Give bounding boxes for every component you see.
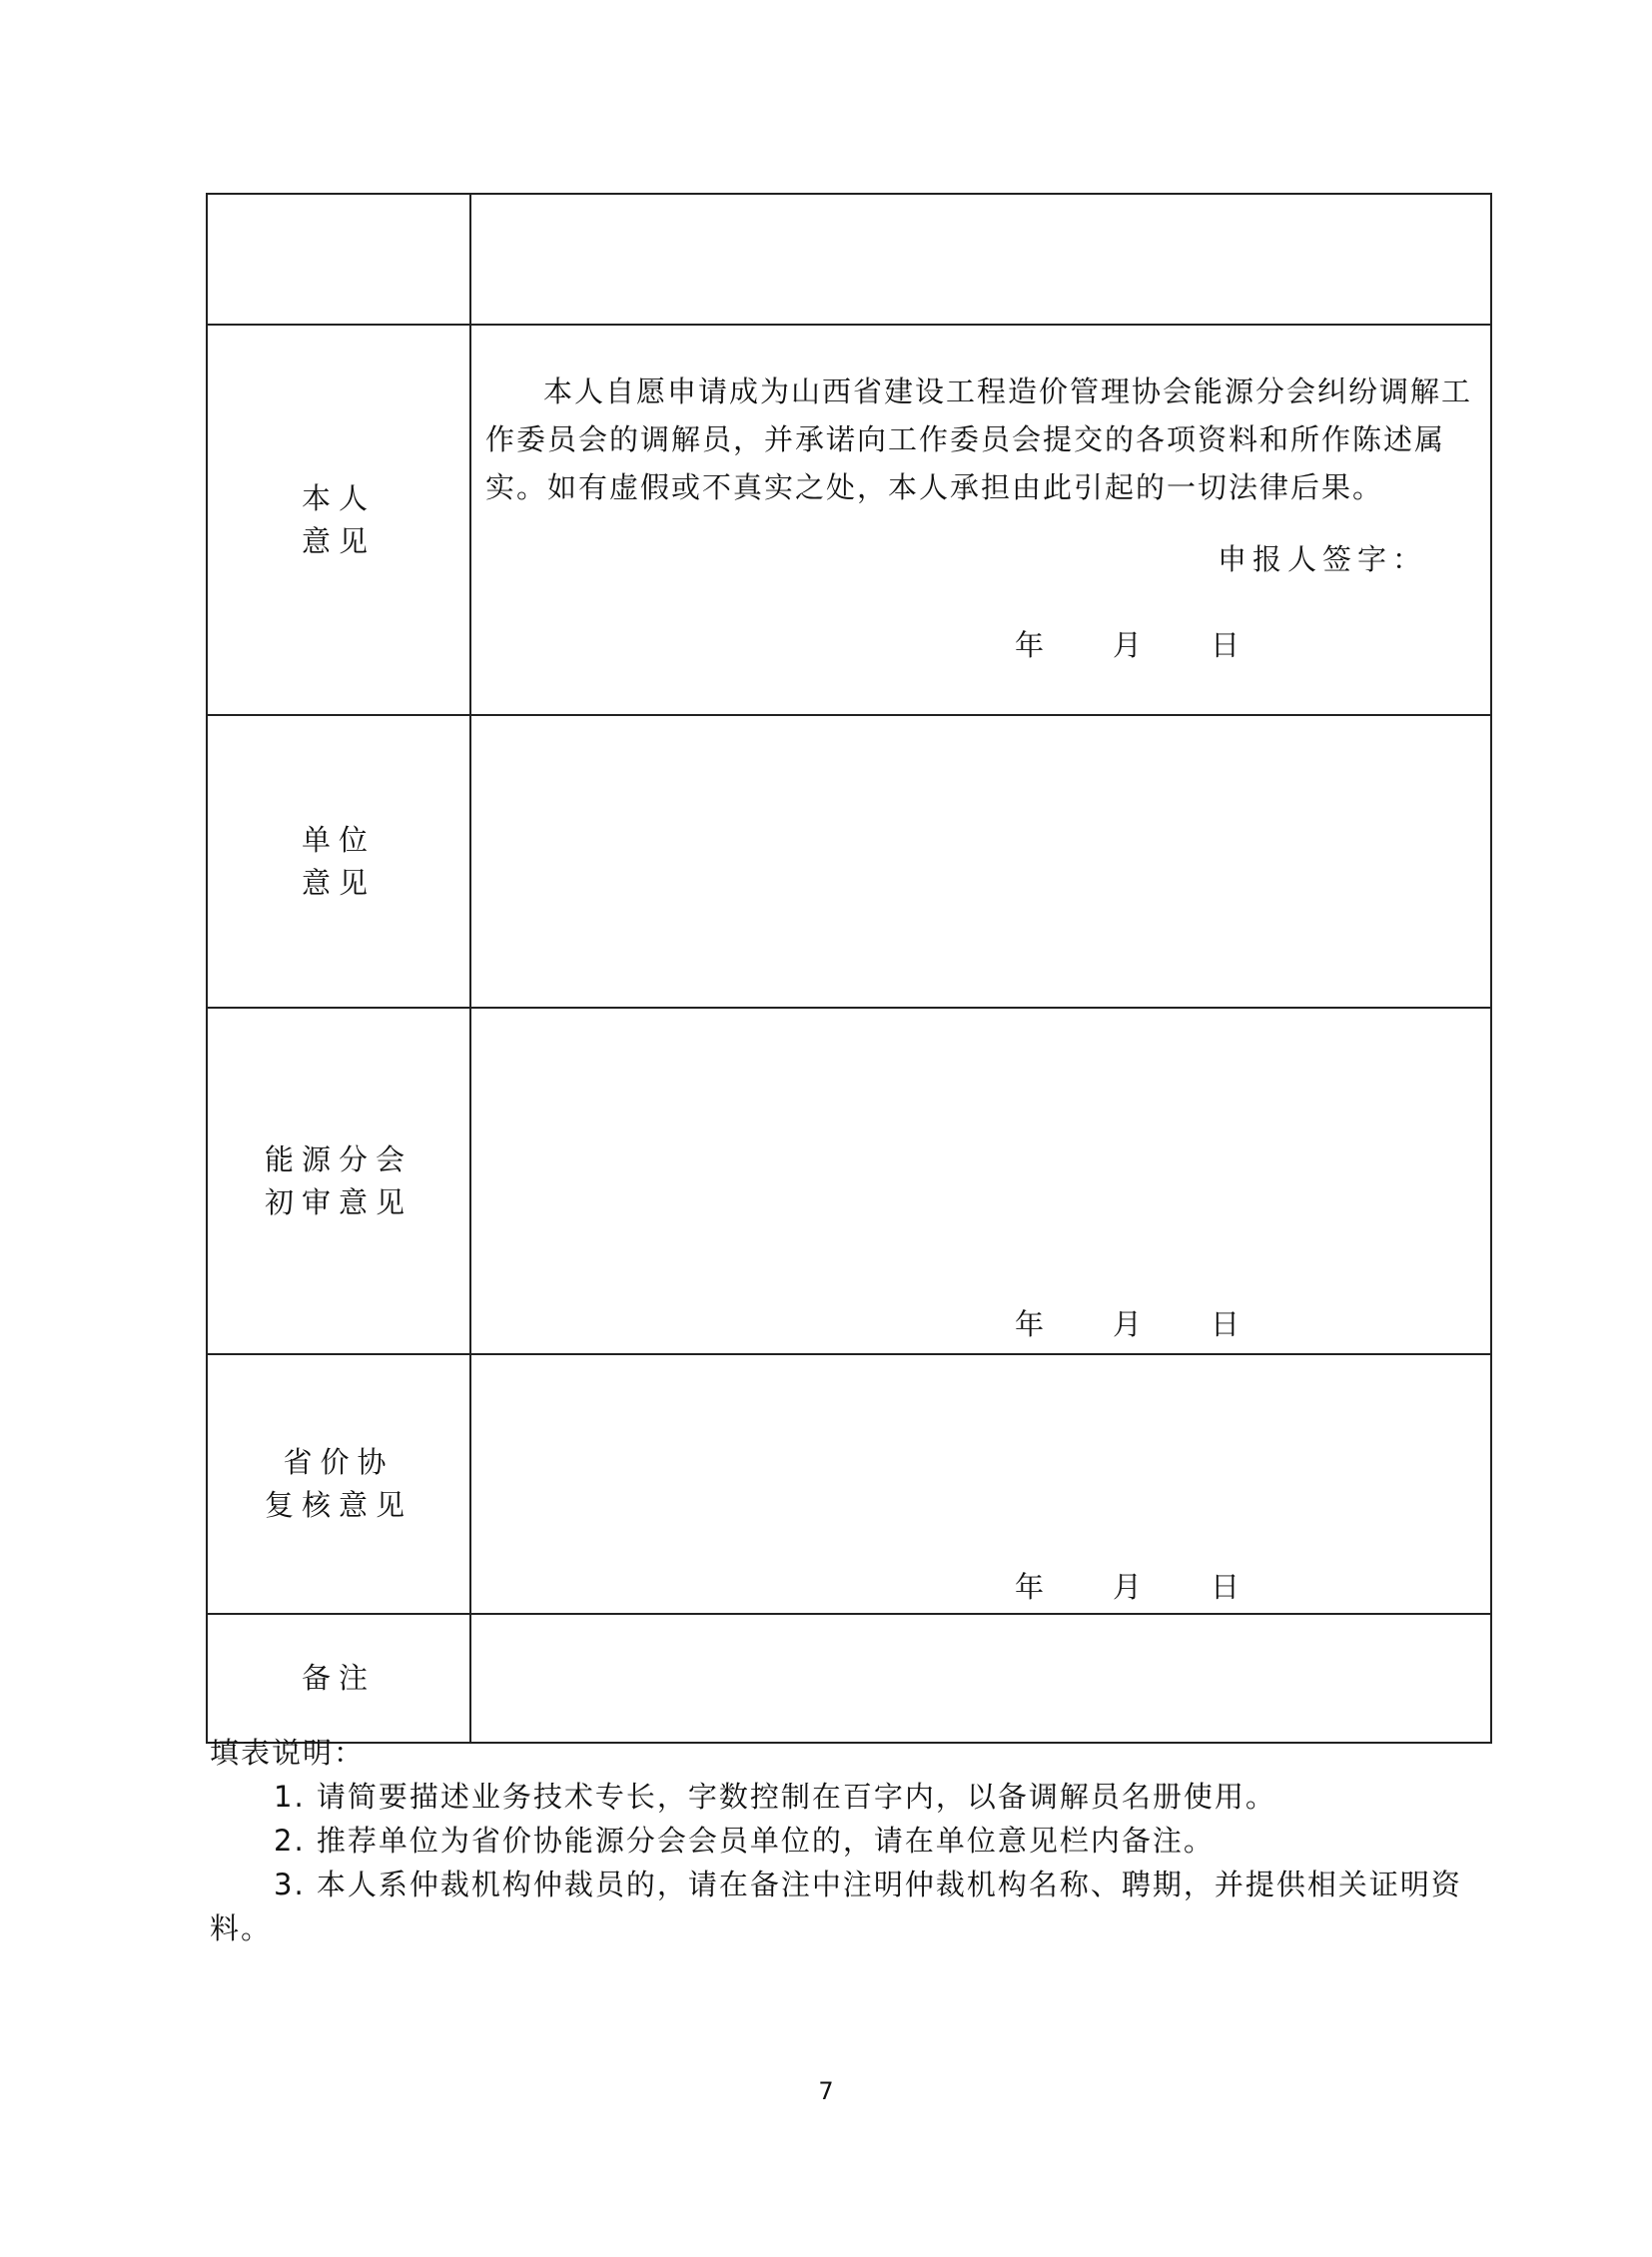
form-row-provincial-recheck [207, 1354, 1491, 1614]
date-month: 月 [1113, 628, 1143, 662]
instruction-item: 3. 本人系仲裁机构仲裁员的，请在备注中注明仲裁机构名称、聘期，并提供相关证明资料。 [210, 1868, 1462, 1945]
form-row-blank [207, 194, 1491, 325]
form-row-personal-opinion [207, 325, 1491, 715]
provincial-recheck-label [207, 1354, 470, 1614]
label-line: 省价协 [283, 1445, 395, 1479]
instructions-title: 填表说明： [210, 1736, 366, 1770]
label-line: 能源分会 [264, 1141, 413, 1176]
date-line [1015, 1565, 1308, 1606]
label-line: 单位 [301, 822, 376, 857]
personal-opinion-cell [470, 325, 1491, 715]
label-line: 复核意见 [264, 1488, 413, 1522]
date-year: 年 [1015, 628, 1045, 662]
date-day: 日 [1211, 628, 1240, 662]
energy-branch-review-label [207, 1008, 470, 1354]
unit-opinion-cell [470, 715, 1491, 1008]
form-row-energy-branch-review [207, 1008, 1491, 1354]
energy-branch-review-cell [470, 1008, 1491, 1354]
form-row-unit-opinion [207, 715, 1491, 1008]
label-line: 意见 [301, 865, 376, 900]
blank-label-cell [207, 194, 470, 325]
blank-content-cell [470, 194, 1491, 325]
page-number: 7 [818, 2077, 834, 2105]
remarks-cell [470, 1614, 1491, 1743]
label-line: 备注 [301, 1661, 376, 1695]
form-row-remarks [207, 1614, 1491, 1743]
label-line: 意见 [301, 523, 376, 558]
instruction-item: 1. 请简要描述业务技术专长，字数控制在百字内，以备调解员名册使用。 [274, 1780, 1276, 1814]
personal-opinion-label [207, 325, 470, 715]
date-line [1015, 1302, 1308, 1343]
signature-label: 申报人签字： [1218, 542, 1428, 576]
label-line: 本人 [301, 480, 376, 515]
date-year: 年 [1015, 1570, 1045, 1604]
provincial-recheck-cell [470, 1354, 1491, 1614]
remarks-label [207, 1614, 470, 1743]
date-day: 日 [1211, 1307, 1240, 1341]
date-day: 日 [1211, 1570, 1240, 1604]
date-year: 年 [1015, 1307, 1045, 1341]
instruction-item: 2. 推荐单位为省价协能源分会会员单位的，请在单位意见栏内备注。 [274, 1824, 1215, 1858]
date-line [1015, 623, 1308, 664]
declaration-text: 本人自愿申请成为山西省建设工程造价管理协会能源分会纠纷调解工作委员会的调解员，并承诺向工作委员会提交的各项资料和所作陈述属实。如有虚假或不真实之处，本人承担由此引起的一切法律后果。 [485, 375, 1473, 504]
label-line: 初审意见 [264, 1184, 413, 1219]
unit-opinion-label [207, 715, 470, 1008]
date-month: 月 [1113, 1307, 1143, 1341]
date-month: 月 [1113, 1570, 1143, 1604]
application-form-table [206, 193, 1492, 1744]
form-instructions [210, 1731, 1498, 1950]
